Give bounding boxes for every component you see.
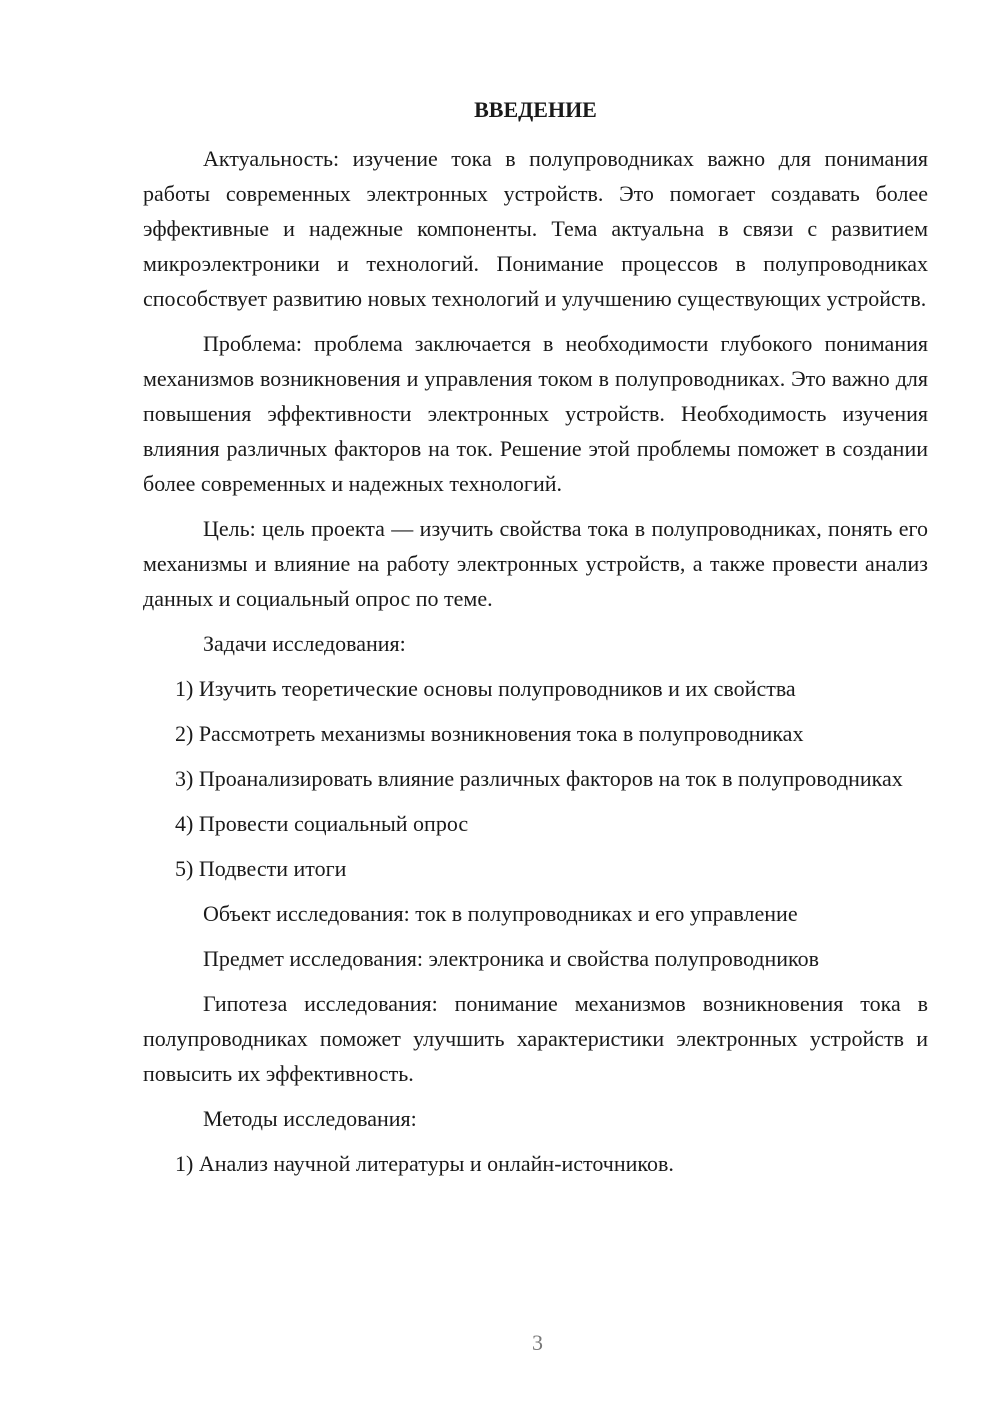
task-item: 1) Изучить теоретические основы полупроводников и их свойства bbox=[175, 676, 796, 701]
task-item: 3) Проанализировать влияние различных факторов на ток в полупроводниках bbox=[175, 766, 903, 791]
research-hypothesis: Гипотеза исследования: понимание механизмов возникновения тока в полупроводниках поможет улучшить характеристики электронных устройств и повысить их эффективность. bbox=[143, 991, 928, 1086]
paragraph-relevance: Актуальность: изучение тока в полупроводниках важно для понимания работы современных электронных устройств. Это помогает создавать более эффективные и надежные компоненты. Тема актуальна в связи с развитием микроэлектроники и технологий. Понимание процессов в полупроводниках способствует развитию новых технологий и улучшению существующих устройств. bbox=[143, 146, 928, 311]
paragraph-problem: Проблема: проблема заключается в необходимости глубокого понимания механизмов возникновения и управления током в полупроводниках. Это важно для повышения эффективности электронных устройств. Необходимость изучения влияния различных факторов на ток. Решение этой проблемы поможет в создании более современных и надежных технологий. bbox=[143, 331, 928, 496]
page-number: 3 bbox=[532, 1330, 543, 1355]
task-item: 2) Рассмотреть механизмы возникновения тока в полупроводниках bbox=[175, 721, 804, 746]
document-page bbox=[143, 92, 928, 1191]
section-title: ВВЕДЕНИЕ bbox=[474, 97, 597, 122]
research-subject: Предмет исследования: электроника и свойства полупроводников bbox=[203, 946, 820, 971]
task-item: 4) Провести социальный опрос bbox=[175, 811, 469, 836]
task-item: 5) Подвести итоги bbox=[175, 856, 347, 881]
tasks-heading: Задачи исследования: bbox=[203, 631, 406, 656]
paragraph-goal: Цель: цель проекта — изучить свойства тока в полупроводниках, понять его механизмы и влияние на работу электронных устройств, а также провести анализ данных и социальный опрос по теме. bbox=[143, 516, 928, 611]
methods-heading: Методы исследования: bbox=[203, 1106, 417, 1131]
method-item: 1) Анализ научной литературы и онлайн-источников. bbox=[175, 1151, 674, 1176]
research-object: Объект исследования: ток в полупроводниках и его управление bbox=[203, 901, 798, 926]
